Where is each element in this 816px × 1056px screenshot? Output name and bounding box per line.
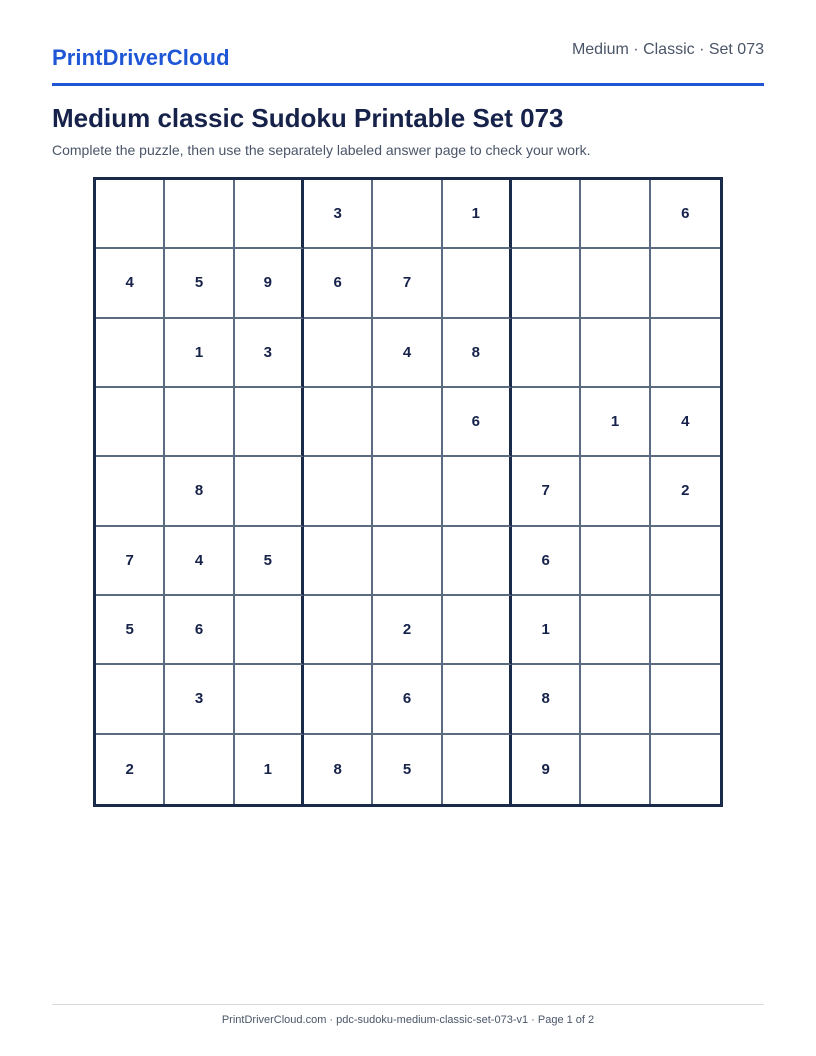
sudoku-cell	[443, 527, 512, 596]
sudoku-cell: 6	[443, 388, 512, 457]
sudoku-cell	[512, 319, 581, 388]
sudoku-cell	[304, 319, 373, 388]
sudoku-cell	[651, 665, 720, 734]
sudoku-cell	[581, 596, 650, 665]
sudoku-cell	[235, 596, 304, 665]
sudoku-cell	[96, 665, 165, 734]
footer-divider	[52, 1004, 764, 1005]
sudoku-cell	[235, 457, 304, 526]
sudoku-cell	[373, 180, 442, 249]
sudoku-cell: 7	[373, 249, 442, 318]
sudoku-cell: 6	[512, 527, 581, 596]
sudoku-cell	[373, 388, 442, 457]
sudoku-cell	[443, 665, 512, 734]
sudoku-cell	[235, 180, 304, 249]
sudoku-cell: 3	[304, 180, 373, 249]
sudoku-cell	[651, 527, 720, 596]
sudoku-cell: 1	[512, 596, 581, 665]
sudoku-cell	[304, 665, 373, 734]
sudoku-cell: 8	[512, 665, 581, 734]
brand-logo: PrintDriverCloud	[52, 45, 230, 70]
sudoku-cell	[443, 596, 512, 665]
sudoku-cell	[443, 735, 512, 804]
sudoku-cell	[443, 249, 512, 318]
sudoku-cell	[304, 527, 373, 596]
sudoku-cell	[651, 735, 720, 804]
sudoku-cell	[96, 319, 165, 388]
sudoku-cell	[581, 249, 650, 318]
sudoku-cell: 9	[235, 249, 304, 318]
sudoku-cell: 2	[651, 457, 720, 526]
sudoku-cell: 2	[96, 735, 165, 804]
sudoku-cell	[165, 388, 234, 457]
sudoku-cell	[443, 457, 512, 526]
sudoku-cell: 4	[96, 249, 165, 318]
sudoku-cell: 5	[165, 249, 234, 318]
sudoku-cell	[304, 596, 373, 665]
sudoku-cell	[581, 180, 650, 249]
sudoku-cell	[235, 665, 304, 734]
sudoku-cell: 1	[235, 735, 304, 804]
sudoku-cell	[512, 180, 581, 249]
sudoku-cell: 6	[304, 249, 373, 318]
sudoku-cell: 1	[443, 180, 512, 249]
sudoku-cell: 8	[443, 319, 512, 388]
sudoku-cell: 8	[165, 457, 234, 526]
sudoku-cell	[96, 457, 165, 526]
sudoku-cell	[651, 319, 720, 388]
page-title: Medium classic Sudoku Printable Set 073	[52, 103, 564, 133]
sudoku-cell	[581, 665, 650, 734]
sudoku-cell: 6	[165, 596, 234, 665]
sudoku-cell: 9	[512, 735, 581, 804]
sudoku-cell: 5	[96, 596, 165, 665]
puzzle-meta: Medium · Classic · Set 073	[571, 41, 764, 58]
sudoku-cell	[165, 735, 234, 804]
sudoku-cell: 2	[373, 596, 442, 665]
sudoku-cell: 6	[373, 665, 442, 734]
sudoku-cell: 1	[581, 388, 650, 457]
sudoku-cell	[581, 319, 650, 388]
sudoku-cell	[581, 527, 650, 596]
page-subtitle: Complete the puzzle, then use the separately labeled answer page to check your work.	[52, 142, 591, 158]
sudoku-cell: 4	[373, 319, 442, 388]
sudoku-cell: 4	[165, 527, 234, 596]
sudoku-cell: 7	[96, 527, 165, 596]
sudoku-cell: 3	[165, 665, 234, 734]
sudoku-grid	[93, 177, 723, 807]
sudoku-cell: 7	[512, 457, 581, 526]
page-header	[52, 38, 764, 86]
sudoku-cell	[235, 388, 304, 457]
sudoku-cell	[96, 388, 165, 457]
sudoku-cell: 4	[651, 388, 720, 457]
sudoku-cell	[373, 527, 442, 596]
sudoku-cell	[512, 249, 581, 318]
sudoku-cell	[165, 180, 234, 249]
sudoku-cell: 1	[165, 319, 234, 388]
sudoku-cell	[512, 388, 581, 457]
sudoku-cell	[581, 735, 650, 804]
sudoku-cell: 6	[651, 180, 720, 249]
sudoku-cell	[373, 457, 442, 526]
sudoku-cell	[304, 457, 373, 526]
sudoku-cell	[651, 596, 720, 665]
sudoku-cell: 8	[304, 735, 373, 804]
sudoku-cell: 5	[373, 735, 442, 804]
sudoku-cell	[581, 457, 650, 526]
page-footer: PrintDriverCloud.com · pdc-sudoku-medium-classic-set-073-v1 · Page 1 of 2	[221, 1014, 595, 1026]
sudoku-cell: 5	[235, 527, 304, 596]
sudoku-cell	[304, 388, 373, 457]
sudoku-cell	[96, 180, 165, 249]
sudoku-cell	[651, 249, 720, 318]
sudoku-cell: 3	[235, 319, 304, 388]
